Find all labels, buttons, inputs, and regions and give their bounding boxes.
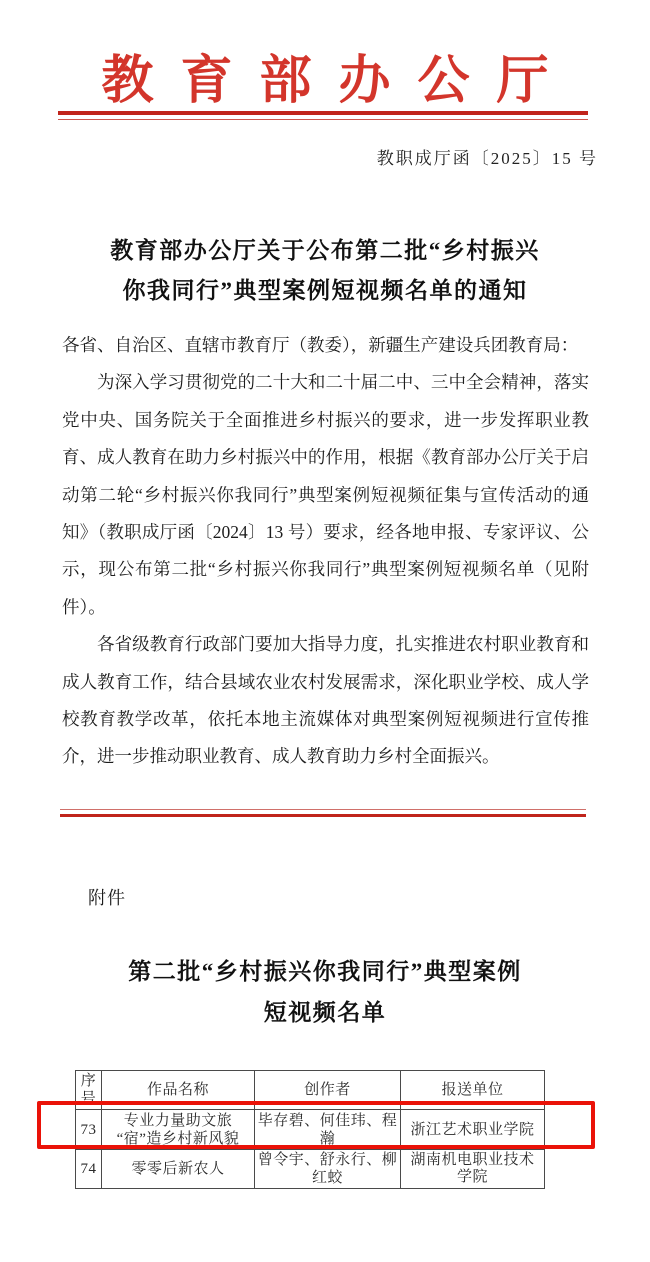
- attachment-label: 附件: [88, 888, 126, 908]
- cell-creators: 毕存碧、何佳玮、程瀚: [255, 1110, 401, 1150]
- cell-creators: 曾令宇、舒永行、柳红蛟: [255, 1150, 401, 1189]
- paragraph-1: 为深入学习贯彻党的二十大和二十届二中、三中全会精神，落实党中央、国务院关于全面推进乡村振兴的要求，进一步发挥职业教育、成人教育在助力乡村振兴中的作用，根据《教育部办公厅关于启动第二轮“乡村振兴你我同行”典型案例短视频征集与宣传活动的通知》（教职成厅函〔2024〕13 号）要求，经各地申报、专家评议、公示，现公布第二批“乡村振兴你我同行”典型案例短视频名单（见附件）。: [62, 372, 589, 617]
- attachment-title: [30, 951, 620, 1033]
- unit-line2: 学院: [456, 1169, 488, 1185]
- table-header-row: [76, 1071, 545, 1110]
- notice-title-line1: 教育部办公厅关于公布第二批“乡村振兴: [110, 238, 540, 263]
- document-number: 教职成厅函〔2025〕15 号: [376, 149, 598, 168]
- cell-unit: [401, 1150, 545, 1189]
- work-name-line1: 专业力量助文旅: [123, 1112, 233, 1129]
- paragraph-2: 各省级教育行政部门要加大指导力度，扎实推进农村职业教育和成人教育工作，结合县域农业农村发展需求，深化职业学校、成人学校教育教学改革，依托本地主流媒体对典型案例短视频进行宣传推介，进一步推动职业教育、成人教育助力乡村全面振兴。: [62, 634, 589, 767]
- cell-number: 74: [76, 1150, 102, 1189]
- results-table: [75, 1070, 545, 1189]
- agency-title: 教育部办公厅: [101, 53, 576, 110]
- cell-work-name: [102, 1110, 255, 1150]
- red-underline: [60, 809, 586, 817]
- cell-unit: 浙江艺术职业学院: [401, 1110, 545, 1150]
- unit-line1: 湖南机电职业技术: [410, 1152, 535, 1168]
- header-cell-unit: 报送单位: [401, 1071, 545, 1110]
- cell-number: 73: [76, 1110, 102, 1150]
- cell-work-name: 零零后新农人: [102, 1150, 255, 1189]
- header-cell-creators: 创作者: [255, 1071, 401, 1110]
- header-cell-work: 作品名称: [102, 1071, 255, 1110]
- attachment-title-line2: 短视频名单: [263, 1000, 387, 1025]
- attachment-title-line1: 第二批“乡村振兴你我同行”典型案例: [128, 959, 522, 984]
- notice-title-line2: 你我同行”典型案例短视频名单的通知: [122, 278, 528, 303]
- header-cell-number: 序号: [76, 1071, 102, 1110]
- table-row-73: [76, 1110, 545, 1150]
- notice-title: [30, 231, 620, 311]
- table-row-74: [76, 1150, 545, 1189]
- letterhead-separator-line: [58, 111, 588, 120]
- salutation: 各省、自治区、直辖市教育厅（教委），新疆生产建设兵团教育局：: [62, 335, 579, 355]
- notice-body: [62, 327, 589, 776]
- work-name-line2: “宿”造乡村新风貌: [116, 1130, 240, 1147]
